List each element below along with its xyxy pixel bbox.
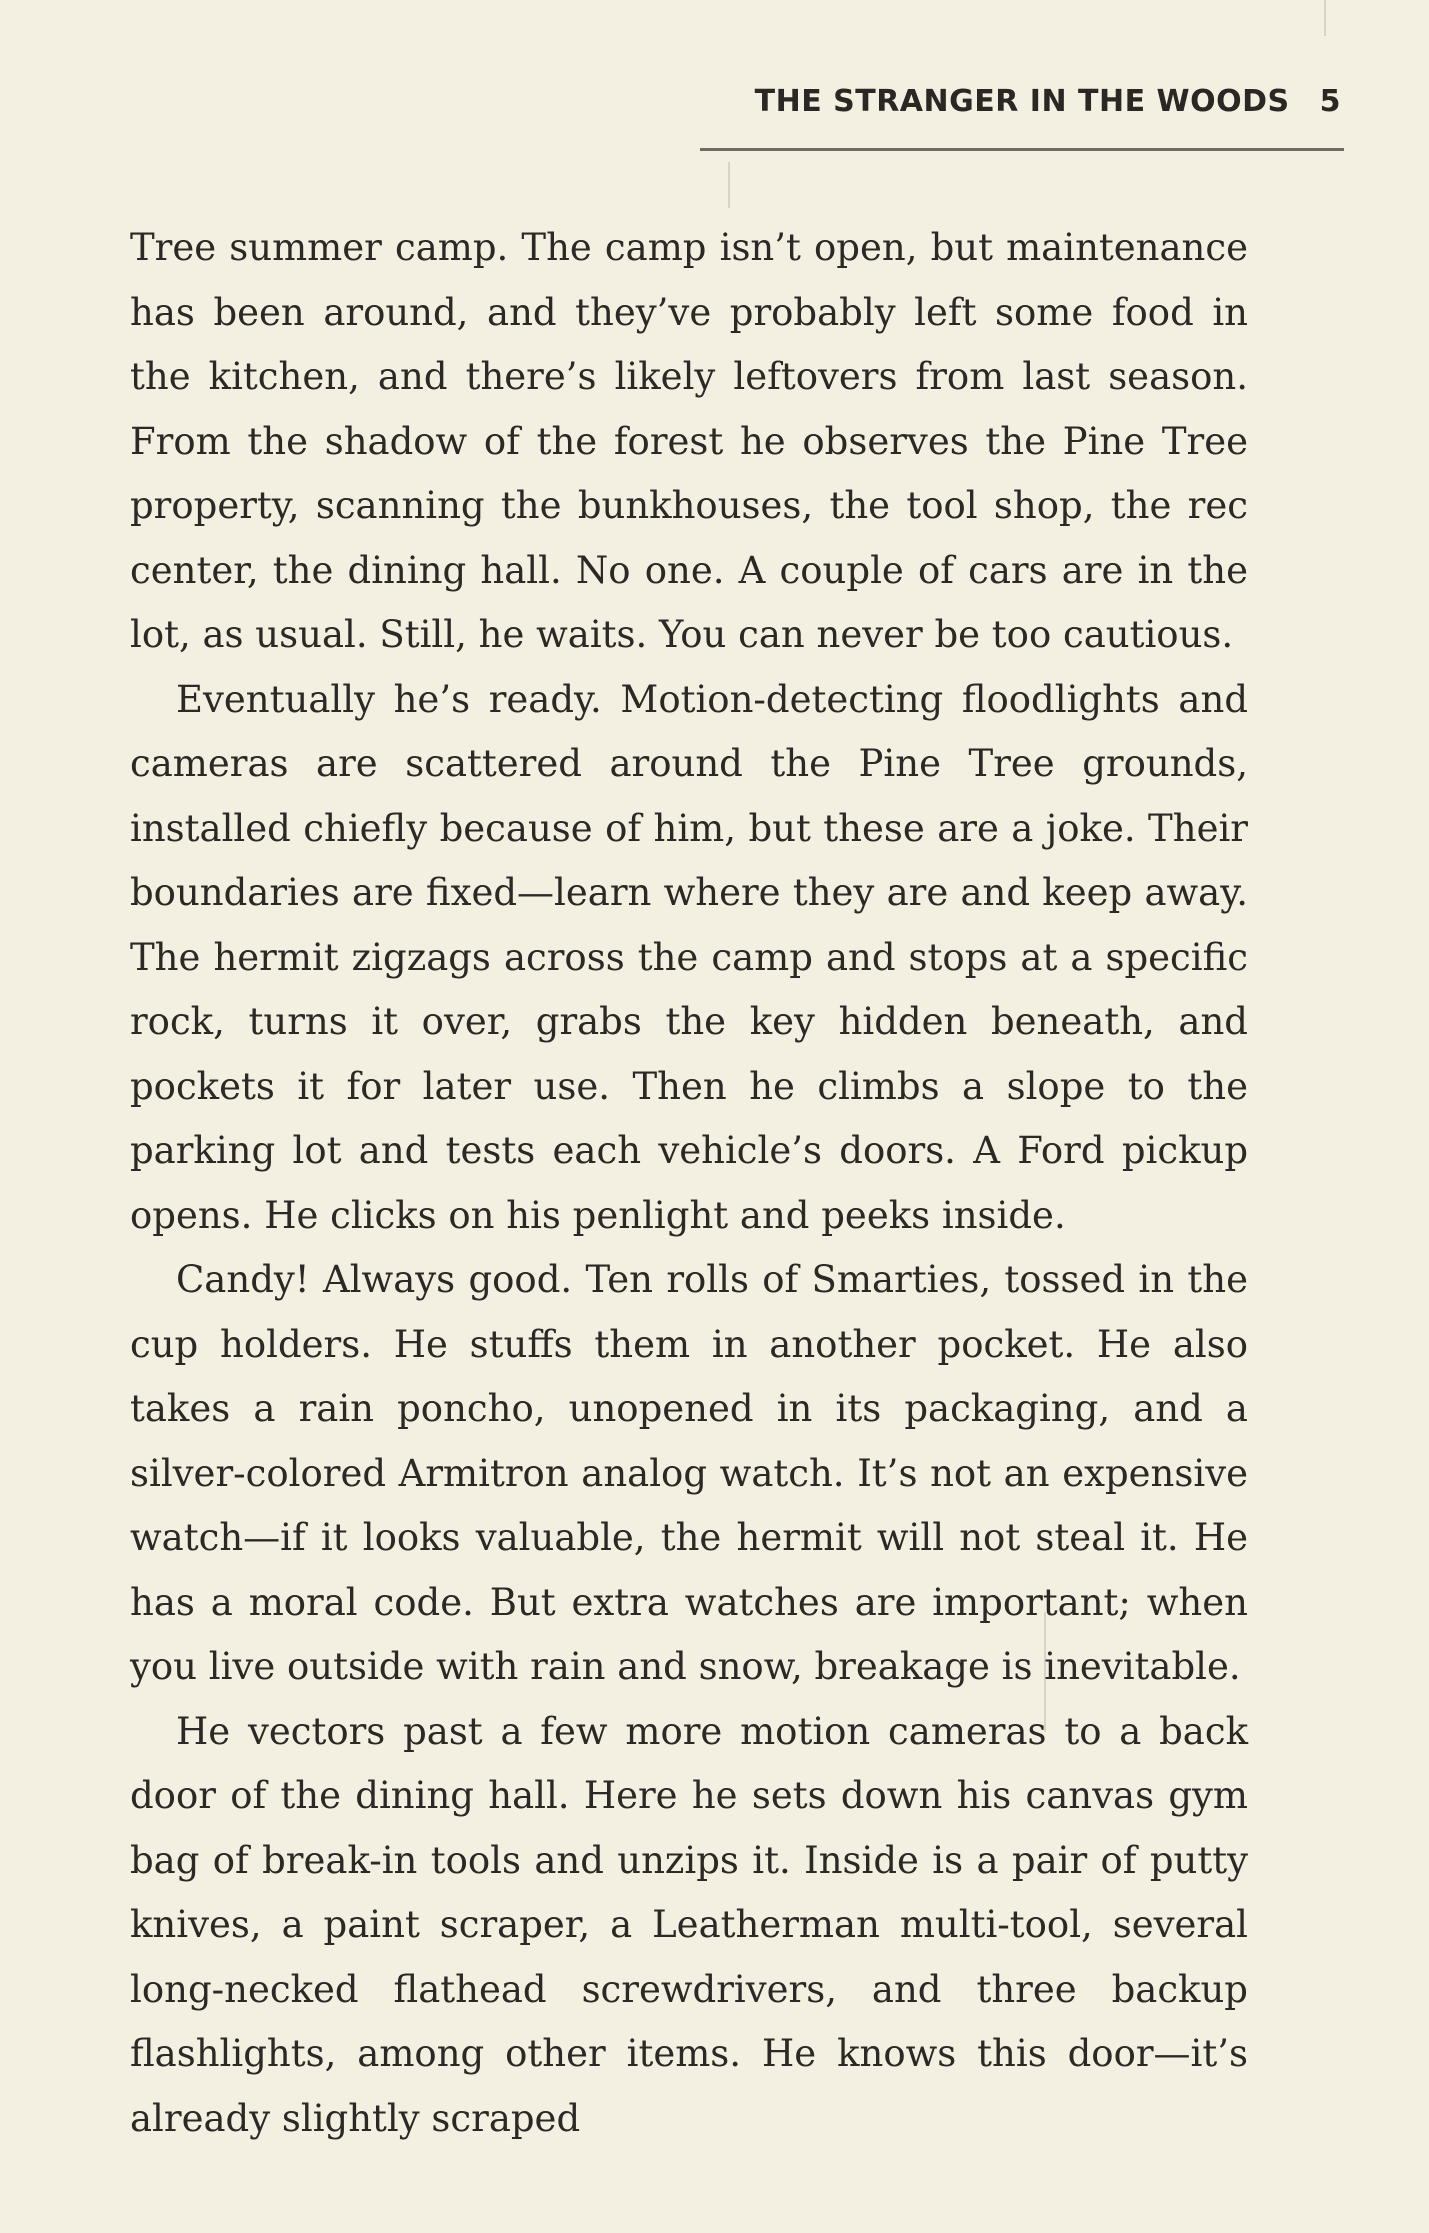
paragraph: He vectors past a few more motion cameras to a back door of the dining hall. Here he sets down his canvas gym bag of break-in tools and unzips it. Inside is a pair of putty knives, a paint scraper, a Leatherman multi-tool, several long-necked flathead screwdrivers, and three backup flashlights, among other items. He knows this door—it’s already slightly scraped <box>130 1709 1248 2140</box>
body-text <box>130 216 1248 2151</box>
page-number: 5 <box>1319 84 1341 119</box>
running-head <box>755 84 1341 119</box>
paragraph: Candy! Always good. Ten rolls of Smarties, tossed in the cup holders. He stuffs them in another pocket. He also takes a rain poncho, unopened in its packaging, and a silver-colored Armitron analog watch. It’s not an expensive watch—if it looks valuable, the hermit will not steal it. He has a moral code. But extra watches are important; when you live outside with rain and snow, breakage is inevitable. <box>130 1258 1248 1688</box>
paragraph: Tree summer camp. The camp isn’t open, but maintenance has been around, and they’ve probably left some food in the kitchen, and there’s likely leftovers from last season. From the shadow of the forest he observes the Pine Tree property, scanning the bunkhouses, the tool shop, the rec center, the dining hall. No one. A couple of cars are in the lot, as usual. Still, he waits. You can never be too cautious. <box>130 226 1248 656</box>
scan-artifact <box>1324 0 1326 36</box>
paragraph: Eventually he’s ready. Motion-detecting floodlights and cameras are scattered around the Pine Tree grounds, installed chiefly because of him, but these are a joke. Their boundaries are fixed—learn where they are and keep away. The hermit zigzags across the camp and stops at a specific rock, turns it over, grabs the key hidden beneath, and pockets it for later use. Then he climbs a slope to the parking lot and tests each vehicle’s doors. A Ford pickup opens. He clicks on his penlight and peeks inside. <box>130 677 1248 1237</box>
scan-artifact <box>728 162 730 208</box>
header-rule <box>700 148 1344 151</box>
running-title: THE STRANGER IN THE WOODS <box>754 84 1290 119</box>
